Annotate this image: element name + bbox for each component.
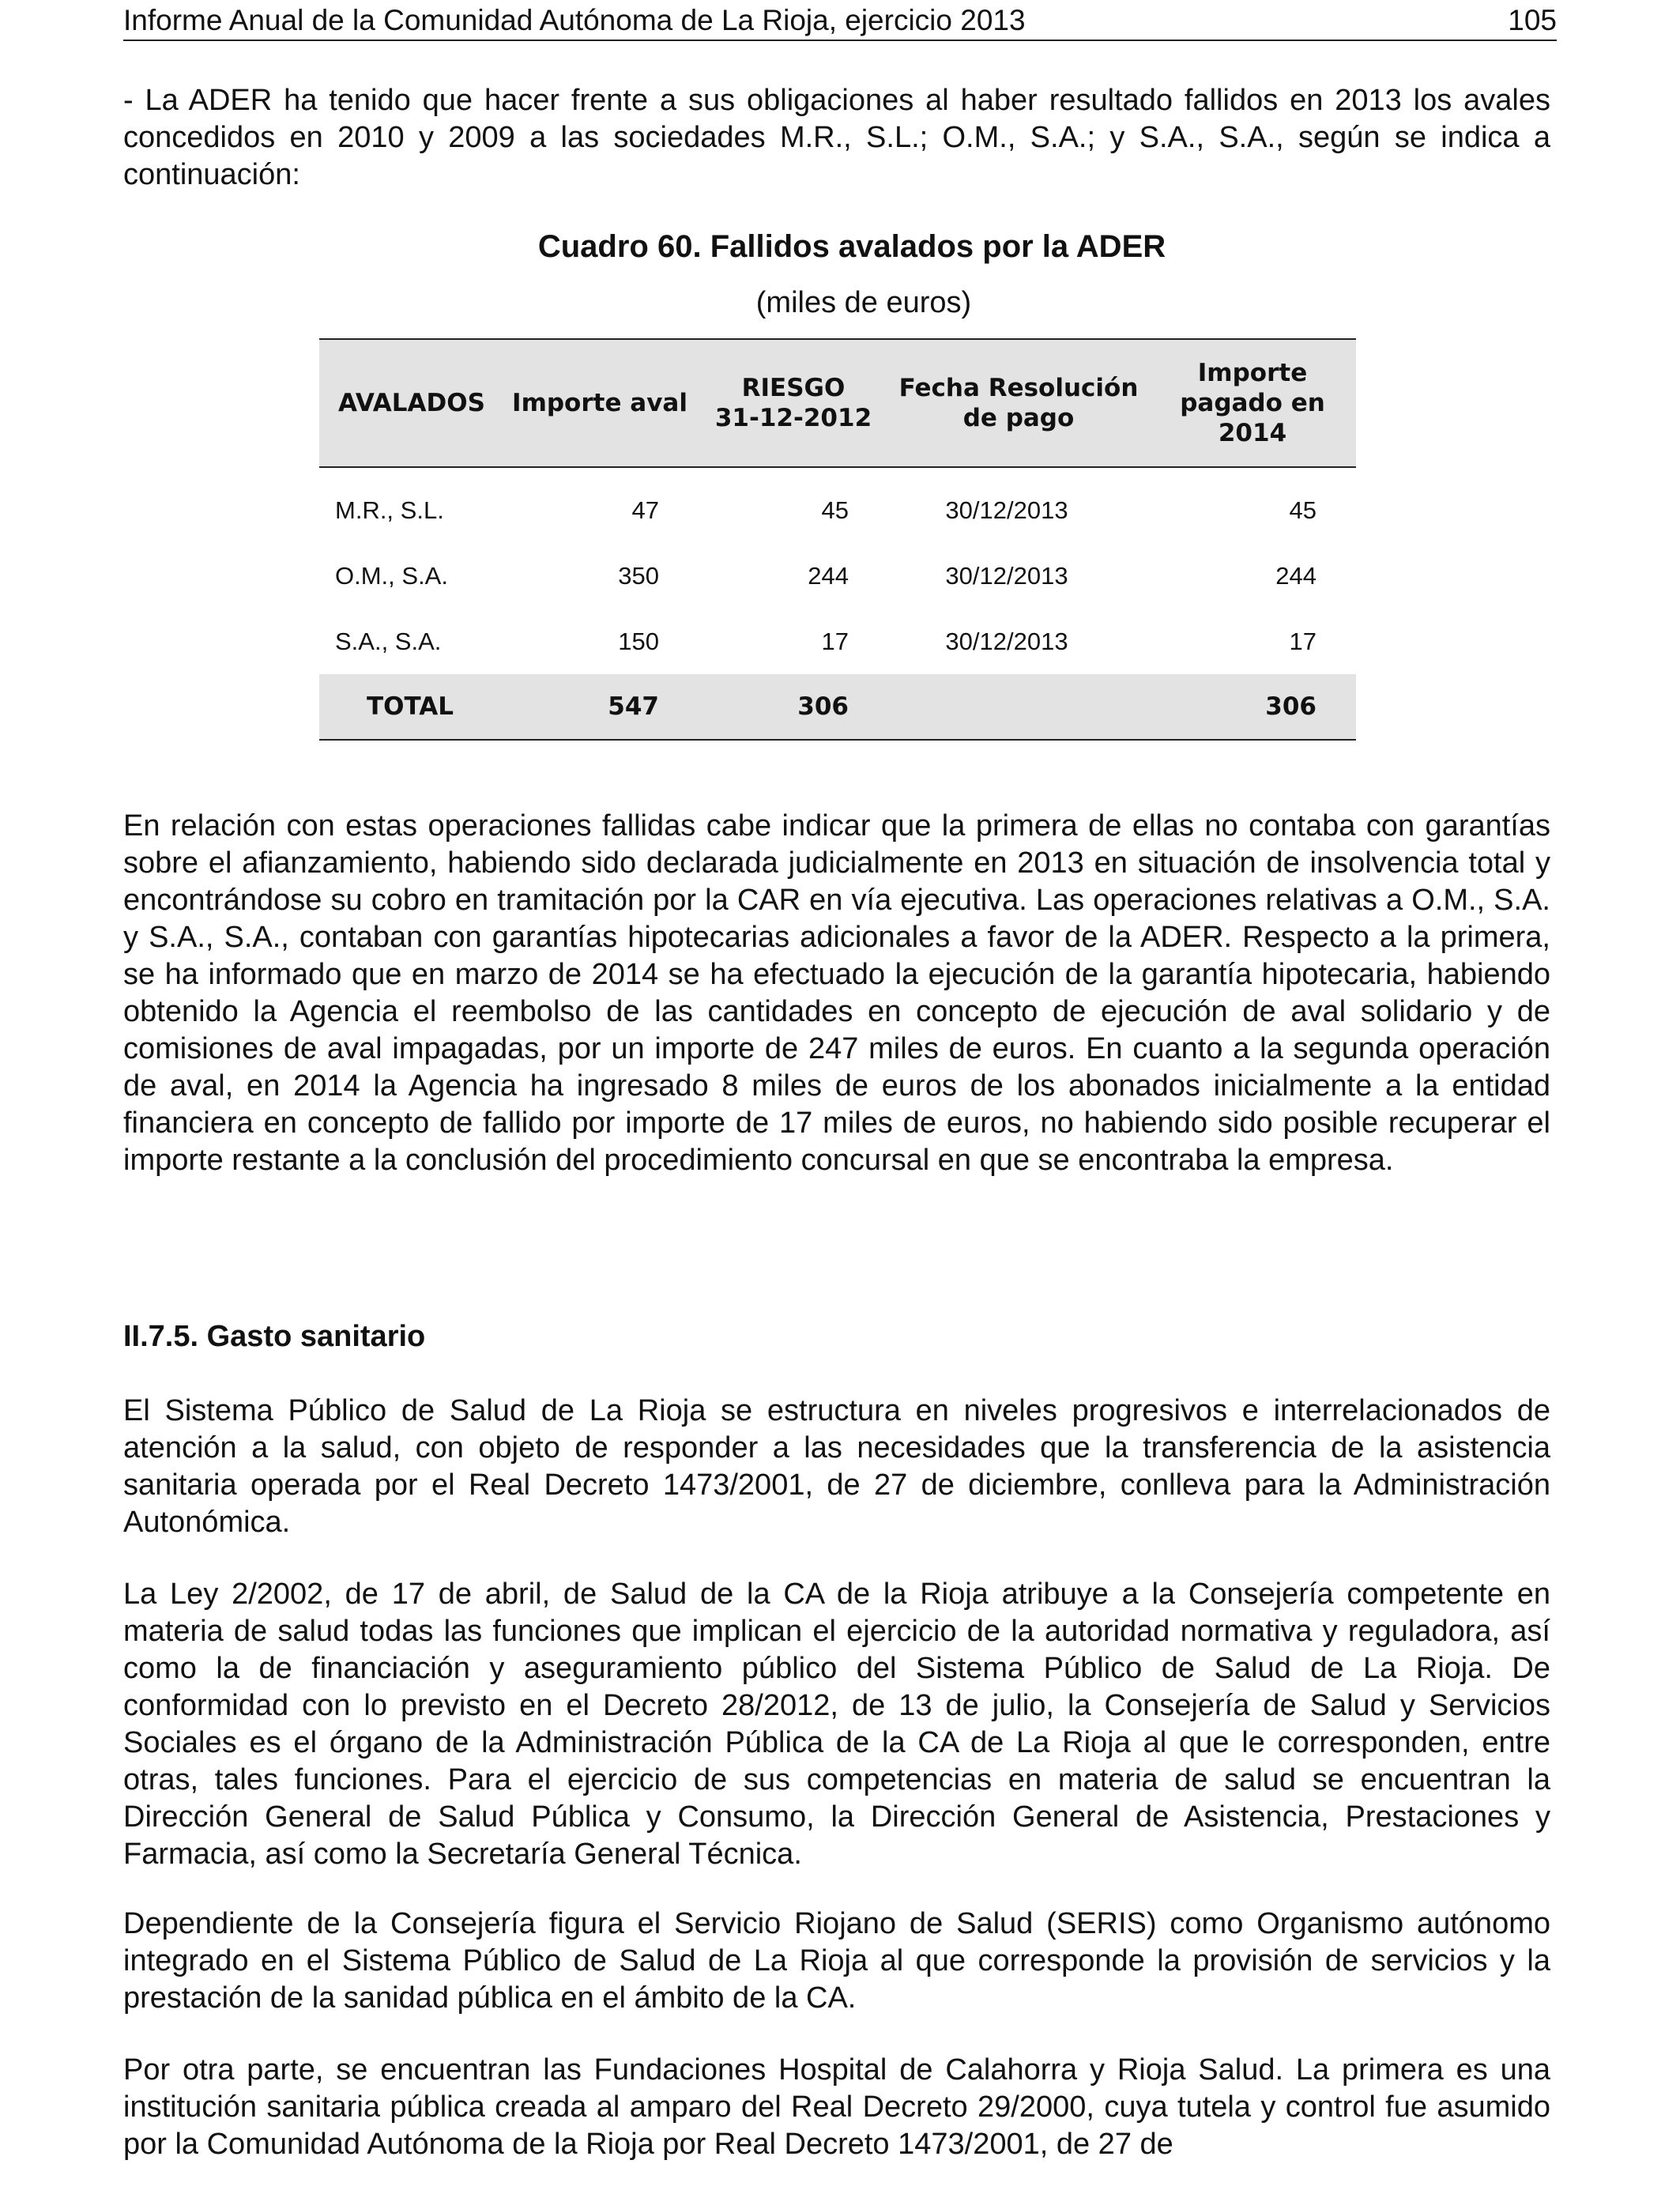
cell-importe: 47 (631, 496, 659, 524)
cell-pagado: 17 (1289, 627, 1317, 655)
cell-fecha: 30/12/2013 (945, 561, 1068, 590)
col-fecha (888, 339, 1149, 467)
col-importe-aval: Importe aval (501, 339, 699, 467)
total-fecha (888, 674, 1149, 740)
col-riesgo (699, 339, 888, 467)
cell-avalado: M.R., S.L. (335, 496, 444, 524)
table-row (319, 609, 1356, 674)
sistema-paragraph: El Sistema Público de Salud de La Rioja se estructura en niveles progresivos e interrelacionados de atención a la salud, con objeto de responder a las necesidades que la transferencia de la asistencia sanitaria operada por el Real Decreto 1473/2001, de 27 de diciembre, conlleva para la Administración Autonómica. (123, 1394, 1550, 1539)
intro-paragraph: - La ADER ha tenido que hacer frente a sus obligaciones al haber resultado fallidos en 2013 los avales concedidos en 2010 y 2009 a las sociedades M.R., S.L.; O.M., S.A.; y S.A., S.A., según se indica a continuación: (123, 84, 1550, 191)
header-title: Informe Anual de la Comunidad Autónoma de La Rioja, ejercicio 2013 (123, 4, 1026, 36)
cell-riesgo: 244 (808, 561, 849, 590)
total-row (319, 674, 1356, 740)
page-header (123, 2, 1557, 41)
cell-importe: 350 (618, 561, 659, 590)
total-pagado: 306 (1149, 674, 1356, 740)
table-row (319, 477, 1356, 543)
col-riesgo-line1: RIESGO (741, 374, 846, 402)
table-row (319, 543, 1356, 609)
col-fecha-line2: de pago (962, 404, 1075, 432)
page-number: 105 (1508, 4, 1557, 36)
cell-avalado: O.M., S.A. (335, 561, 448, 590)
fallidas-paragraph: En relación con estas operaciones fallidas cabe indicar que la primera de ellas no contaba con garantías sobre el afianzamiento, habiendo sido declarada judicialmente en 2013 en situación de insolvencia total y encontrándose su cobro en tramitación por la CAR en vía ejecutiva. Las operaciones relativas a O.M., S.A. y S.A., S.A., contaban con garantías hipotecarias adicionales a favor de la ADER. Respecto a la primera, se ha informado que en marzo de 2014 se ha efectuado la ejecución de la garantía hipotecaria, habiendo obtenido la Agencia el reembolso de las cantidades en concepto de ejecución de aval solidario y de comisiones de aval impagadas, por un importe de 247 miles de euros. En cuanto a la segunda operación de aval, en 2014 la Agencia ha ingresado 8 miles de euros de los abonados inicialmente a la entidad financiera en concepto de fallido por importe de 17 miles de euros, no habiendo sido posible recuperar el importe restante a la conclusión del procedimiento concursal en que se encontraba la empresa. (123, 809, 1550, 1177)
cell-riesgo: 17 (821, 627, 849, 655)
seris-paragraph: Dependiente de la Consejería figura el Servicio Riojano de Salud (SERIS) como Organismo autónomo integrado en el Sistema Público de Salud de La Rioja al que corresponde la provisión de servicios y la prestación de la sanidad pública en el ámbito de la CA. (123, 1907, 1550, 2015)
col-pagado (1149, 339, 1356, 467)
total-label: TOTAL (319, 674, 501, 740)
cell-riesgo: 45 (821, 496, 849, 524)
table-header-row (319, 339, 1356, 467)
fundaciones-paragraph: Por otra parte, se encuentran las Fundaciones Hospital de Calahorra y Rioja Salud. La primera es una institución sanitaria pública creada al amparo del Real Decreto 29/2000, cuya tutela y control fue asumido por la Comunidad Autónoma de la Rioja por Real Decreto 1473/2001, de 27 de (123, 2053, 1550, 2161)
table-caption: Cuadro 60. Fallidos avalados por la ADER (537, 229, 1166, 264)
table-units: (miles de euros) (755, 286, 972, 319)
spacer-row (319, 467, 1356, 477)
col-pagado-line2: pagado en (1180, 389, 1325, 417)
total-riesgo: 306 (699, 674, 888, 740)
cell-fecha: 30/12/2013 (945, 496, 1068, 524)
cell-importe: 150 (618, 627, 659, 655)
ley-paragraph: La Ley 2/2002, de 17 de abril, de Salud de la CA de la Rioja atribuye a la Consejería competente en materia de salud todas las funciones que implican el ejercicio de la autoridad normativa y reguladora, así como la de financiación y aseguramiento público del Sistema Público de Salud de La Rioja. De conformidad con lo previsto en el Decreto 28/2012, de 13 de julio, la Consejería de Salud y Servicios Sociales es el órgano de la Administración Pública de la CA de La Rioja al que le corresponden, entre otras, tales funciones. Para el ejercicio de sus competencias en materia de salud se encuentran la Dirección General de Salud Pública y Consumo, la Dirección General de Asistencia, Prestaciones y Farmacia, así como la Secretaría General Técnica. (123, 1578, 1550, 1871)
fallidos-table (319, 338, 1356, 741)
total-importe: 547 (501, 674, 699, 740)
cell-avalado: S.A., S.A. (335, 627, 442, 655)
section-heading: II.7.5. Gasto sanitario (123, 1320, 426, 1353)
cell-pagado: 244 (1275, 561, 1317, 590)
col-fecha-line1: Fecha Resolución (898, 374, 1139, 402)
cell-pagado: 45 (1289, 496, 1317, 524)
col-avalados: AVALADOS (319, 339, 501, 467)
cell-fecha: 30/12/2013 (945, 627, 1068, 655)
col-pagado-line1: Importe (1197, 359, 1308, 387)
col-pagado-line3: 2014 (1218, 419, 1287, 447)
col-riesgo-line2: 31-12-2012 (714, 404, 872, 432)
